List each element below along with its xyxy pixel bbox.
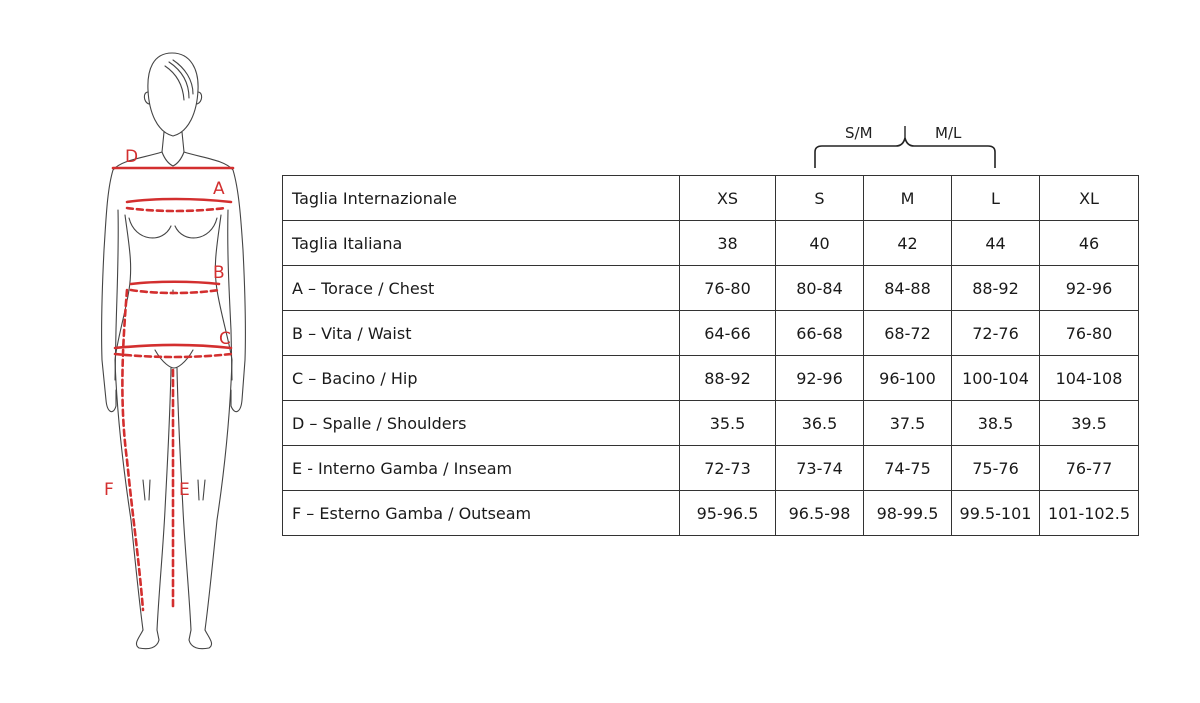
cell-value: 37.5 (864, 401, 952, 446)
table-row (283, 446, 1139, 491)
cell-value: 76-77 (1040, 446, 1139, 491)
header-size: L (952, 176, 1040, 221)
body-measurement-figure (85, 40, 275, 660)
table-row (283, 311, 1139, 356)
row-label: C – Bacino / Hip (283, 356, 680, 401)
cell-value: 75-76 (952, 446, 1040, 491)
cell-value: 44 (952, 221, 1040, 266)
size-chart-table (282, 175, 1139, 536)
cell-value: 72-76 (952, 311, 1040, 356)
cell-value: 68-72 (864, 311, 952, 356)
cell-value: 40 (776, 221, 864, 266)
label-f: F (104, 480, 114, 500)
row-label: A – Torace / Chest (283, 266, 680, 311)
table-row (283, 401, 1139, 446)
cell-value: 72-73 (680, 446, 776, 491)
row-label: Taglia Italiana (283, 221, 680, 266)
header-row (283, 176, 1139, 221)
cell-value: 88-92 (680, 356, 776, 401)
cell-value: 100-104 (952, 356, 1040, 401)
cell-value: 104-108 (1040, 356, 1139, 401)
cell-value: 88-92 (952, 266, 1040, 311)
header-size: S (776, 176, 864, 221)
cell-value: 92-96 (1040, 266, 1139, 311)
cell-value: 76-80 (1040, 311, 1139, 356)
group-label-ml: M/L (935, 124, 962, 142)
header-size: M (864, 176, 952, 221)
cell-value: 42 (864, 221, 952, 266)
label-b: B (213, 263, 225, 283)
row-label: E - Interno Gamba / Inseam (283, 446, 680, 491)
cell-value: 98-99.5 (864, 491, 952, 536)
cell-value: 38 (680, 221, 776, 266)
cell-value: 74-75 (864, 446, 952, 491)
cell-value: 92-96 (776, 356, 864, 401)
cell-value: 96-100 (864, 356, 952, 401)
row-label: D – Spalle / Shoulders (283, 401, 680, 446)
group-label-sm: S/M (845, 124, 873, 142)
header-size: XS (680, 176, 776, 221)
cell-value: 36.5 (776, 401, 864, 446)
cell-value: 39.5 (1040, 401, 1139, 446)
table-row (283, 221, 1139, 266)
cell-value: 73-74 (776, 446, 864, 491)
row-label: F – Esterno Gamba / Outseam (283, 491, 680, 536)
cell-value: 101-102.5 (1040, 491, 1139, 536)
label-d: D (125, 147, 139, 167)
cell-value: 66-68 (776, 311, 864, 356)
cell-value: 99.5-101 (952, 491, 1040, 536)
label-e: E (179, 480, 190, 500)
row-label: B – Vita / Waist (283, 311, 680, 356)
cell-value: 80-84 (776, 266, 864, 311)
cell-value: 76-80 (680, 266, 776, 311)
cell-value: 96.5-98 (776, 491, 864, 536)
size-group-bracket (800, 118, 1010, 172)
header-label: Taglia Internazionale (283, 176, 680, 221)
cell-value: 64-66 (680, 311, 776, 356)
cell-value: 95-96.5 (680, 491, 776, 536)
cell-value: 35.5 (680, 401, 776, 446)
table-row (283, 266, 1139, 311)
label-c: C (219, 329, 231, 349)
cell-value: 84-88 (864, 266, 952, 311)
header-size: XL (1040, 176, 1139, 221)
label-a: A (213, 179, 225, 199)
cell-value: 46 (1040, 221, 1139, 266)
table-row (283, 491, 1139, 536)
cell-value: 38.5 (952, 401, 1040, 446)
table-row (283, 356, 1139, 401)
